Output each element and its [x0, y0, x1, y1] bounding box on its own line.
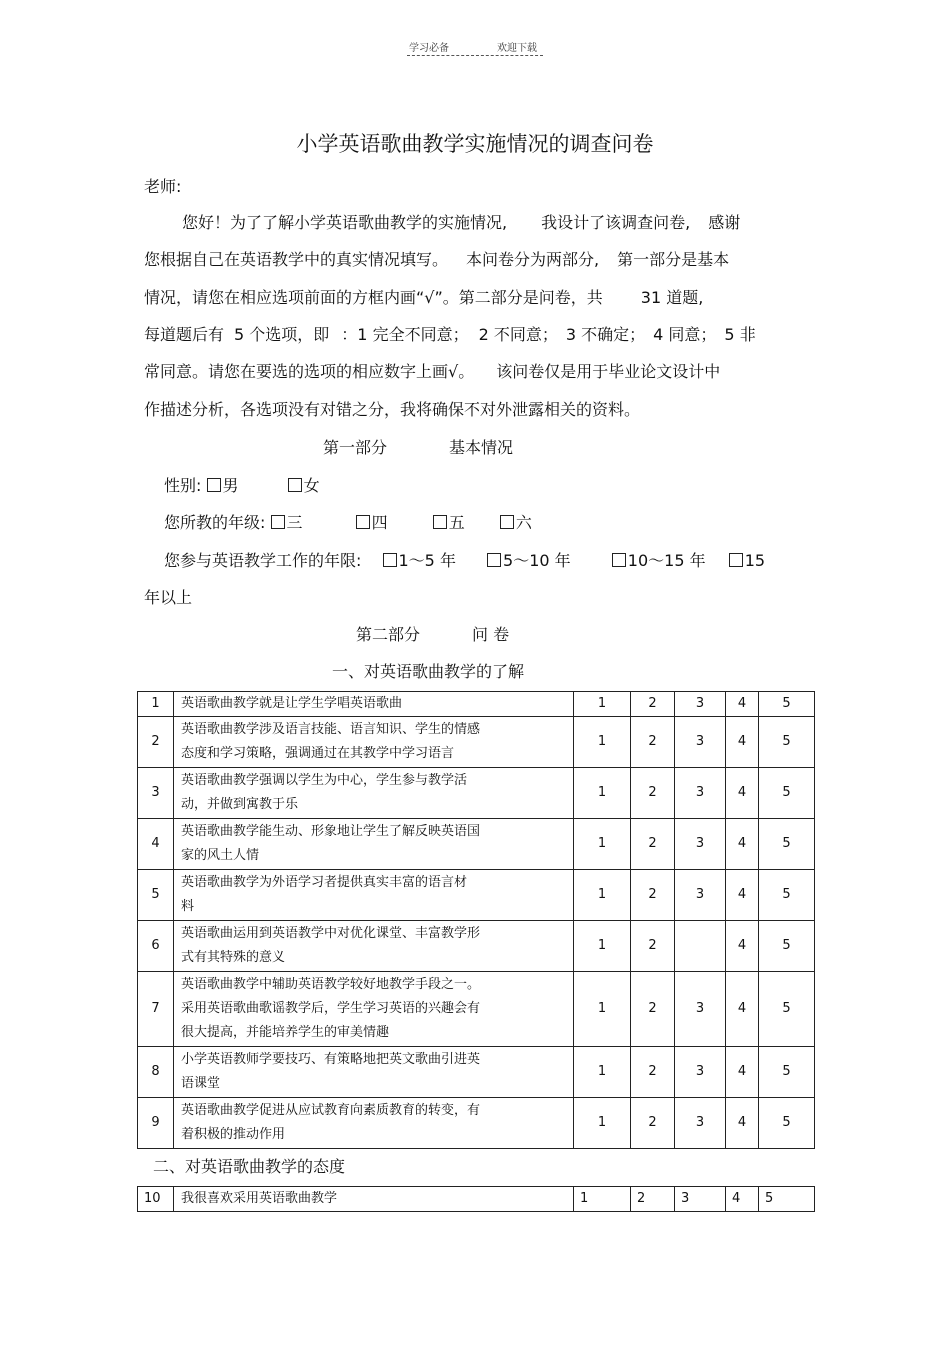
question-text-line: 动，并做到寓教于乐: [181, 797, 299, 812]
option-cell[interactable]: 1: [574, 1187, 631, 1212]
question-text: [174, 768, 574, 819]
question-text-line: 采用英语歌曲歌谣教学后，学生学习英语的兴趣会有: [181, 1001, 481, 1016]
option-cell[interactable]: 1: [574, 921, 631, 972]
checkbox-icon[interactable]: [612, 553, 626, 567]
question-text-line: 着积极的推动作用: [181, 1127, 286, 1142]
checkbox-icon[interactable]: [729, 553, 743, 567]
checkbox-icon[interactable]: [356, 515, 370, 529]
option-cell[interactable]: 2: [631, 1098, 675, 1149]
intro-line-2: 您根据自己在英语教学中的真实情况填写。 本问卷分为两部分, 第一部分是基本: [144, 250, 730, 269]
question-number: 9: [138, 1098, 174, 1149]
page-header: [405, 39, 545, 57]
option-cell[interactable]: 3: [675, 1098, 726, 1149]
question-number: 10: [138, 1187, 174, 1212]
table-row: [138, 1098, 815, 1149]
questionnaire-table-part1: [137, 691, 815, 1149]
option-cell[interactable]: 4: [726, 972, 759, 1047]
option-cell[interactable]: 1: [574, 972, 631, 1047]
years-option-2[interactable]: 5～10 年: [487, 551, 571, 570]
question-text-line: 式有其特殊的意义: [181, 950, 286, 965]
intro-line-3: 情况，请您在相应选项前面的方框内画“√”。第二部分是问卷，共 31 道题,: [144, 288, 704, 307]
option-cell[interactable]: 5: [759, 1187, 815, 1212]
question-text-line: 语课堂: [181, 1076, 221, 1091]
checkbox-icon[interactable]: [433, 515, 447, 529]
question-number: 2: [138, 717, 174, 768]
gender-female-option[interactable]: 女: [288, 476, 320, 495]
option-cell[interactable]: 3: [675, 972, 726, 1047]
option-cell[interactable]: 5: [759, 819, 815, 870]
option-cell[interactable]: 1: [574, 870, 631, 921]
checkbox-icon[interactable]: [500, 515, 514, 529]
intro-line-5: 常同意。请您在要选的选项的相应数字上画√。 该问卷仅是用于毕业论文设计中: [144, 362, 721, 381]
option-cell[interactable]: 5: [759, 717, 815, 768]
question-number: 3: [138, 768, 174, 819]
question-text: [174, 972, 574, 1047]
section-1-heading: 一、对英语歌曲教学的了解: [332, 662, 525, 681]
option-cell[interactable]: 2: [631, 819, 675, 870]
option-cell[interactable]: 3: [675, 692, 726, 717]
question-text-line: 英语歌曲运用到英语教学中对优化课堂、丰富教学形: [181, 926, 481, 941]
option-cell[interactable]: 1: [574, 1047, 631, 1098]
option-cell[interactable]: 3: [675, 870, 726, 921]
option-cell[interactable]: 1: [574, 768, 631, 819]
option-cell[interactable]: [675, 921, 726, 972]
option-cell[interactable]: 2: [631, 921, 675, 972]
table-row: [138, 692, 815, 717]
table-row: [138, 921, 815, 972]
question-text: [174, 692, 574, 717]
option-cell[interactable]: 1: [574, 1098, 631, 1149]
option-cell[interactable]: 4: [726, 1098, 759, 1149]
option-cell[interactable]: 5: [759, 870, 815, 921]
question-text-line: 英语歌曲教学为外语学习者提供真实丰富的语言材: [181, 875, 468, 890]
section-2-heading: 二、对英语歌曲教学的态度: [153, 1157, 346, 1176]
option-cell[interactable]: 4: [726, 717, 759, 768]
questionnaire-table-part2: [137, 1186, 815, 1212]
table-row: [138, 717, 815, 768]
checkbox-icon[interactable]: [288, 478, 302, 492]
option-cell[interactable]: 5: [759, 921, 815, 972]
option-cell[interactable]: 4: [726, 819, 759, 870]
option-cell[interactable]: 3: [675, 717, 726, 768]
question-text: [174, 1098, 574, 1149]
option-cell[interactable]: 4: [726, 1047, 759, 1098]
table-row: [138, 1187, 815, 1212]
option-cell[interactable]: 2: [631, 692, 675, 717]
question-text-line: 英语歌曲教学能生动、形象地让学生了解反映英语国: [181, 824, 481, 839]
years-option-3[interactable]: 10～15 年: [612, 551, 706, 570]
checkbox-icon[interactable]: [383, 553, 397, 567]
question-text: [174, 717, 574, 768]
gender-row: [164, 476, 320, 496]
gender-label: 性别:: [164, 476, 202, 495]
grade-row: [164, 513, 532, 533]
option-cell[interactable]: 5: [759, 1098, 815, 1149]
grade-option-5[interactable]: 五: [433, 513, 465, 532]
years-label: 您参与英语教学工作的年限:: [164, 551, 362, 570]
question-text-line: 英语歌曲教学就是让学生学唱英语歌曲: [181, 696, 403, 711]
question-text-line: 态度和学习策略，强调通过在其教学中学习语言: [181, 746, 455, 761]
question-text-line: 料: [181, 899, 195, 914]
checkbox-icon[interactable]: [207, 478, 221, 492]
option-cell[interactable]: 5: [759, 768, 815, 819]
question-number: 5: [138, 870, 174, 921]
option-cell[interactable]: 1: [574, 819, 631, 870]
years-option-4[interactable]: 15: [729, 551, 765, 570]
option-cell[interactable]: 4: [726, 921, 759, 972]
question-number: 7: [138, 972, 174, 1047]
table-row: [138, 972, 815, 1047]
option-cell[interactable]: 2: [631, 717, 675, 768]
option-cell[interactable]: 2: [631, 870, 675, 921]
part1-heading: 第一部分 基本情况: [323, 438, 514, 457]
table-row: [138, 819, 815, 870]
question-number: 6: [138, 921, 174, 972]
question-number: 8: [138, 1047, 174, 1098]
part2-heading: 第二部分 问 卷: [356, 625, 510, 644]
option-cell[interactable]: 5: [759, 1047, 815, 1098]
header-divider: [407, 55, 543, 56]
question-text-line: 英语歌曲教学中辅助英语教学较好地教学手段之一。: [181, 977, 481, 992]
table-row: [138, 1047, 815, 1098]
grade-option-6[interactable]: 六: [500, 513, 532, 532]
option-cell[interactable]: 4: [726, 1187, 759, 1212]
table-row: [138, 870, 815, 921]
option-cell[interactable]: 4: [726, 692, 759, 717]
question-text: [174, 921, 574, 972]
question-text-line: 英语歌曲教学促进从应试教育向素质教育的转变，有: [181, 1103, 481, 1118]
grade-option-4[interactable]: 四: [356, 513, 388, 532]
header-right: 欢迎下载: [497, 43, 537, 54]
question-text: [174, 819, 574, 870]
header-left: 学习必备: [409, 43, 449, 54]
option-cell[interactable]: 2: [631, 1047, 675, 1098]
question-text-line: 家的风土人情: [181, 848, 260, 863]
table-row: [138, 768, 815, 819]
question-text: 我很喜欢采用英语歌曲教学: [174, 1187, 574, 1212]
question-text-line: 很大提高，并能培养学生的审美情趣: [181, 1025, 390, 1040]
question-text-line: 英语歌曲教学强调以学生为中心，学生参与教学活: [181, 773, 468, 788]
option-cell[interactable]: 1: [574, 717, 631, 768]
years-continuation: 年以上: [144, 588, 193, 607]
option-cell[interactable]: 2: [631, 1187, 675, 1212]
years-row: [164, 551, 765, 571]
checkbox-icon[interactable]: [271, 515, 285, 529]
question-text: [174, 1047, 574, 1098]
grade-option-3[interactable]: 三: [271, 513, 303, 532]
option-cell[interactable]: 3: [675, 768, 726, 819]
grade-label: 您所教的年级:: [164, 513, 266, 532]
question-text-line: 小学英语教师学要技巧、有策略地把英文歌曲引进英: [181, 1052, 481, 1067]
question-text-line: 英语歌曲教学涉及语言技能、语言知识、学生的情感: [181, 722, 481, 737]
option-cell[interactable]: 3: [675, 1187, 726, 1212]
intro-line-4: 每道题后有 5 个选项，即 ：1 完全不同意； 2 不同意； 3 不确定； 4 同意； 5 非: [144, 325, 756, 344]
option-cell[interactable]: 2: [631, 768, 675, 819]
question-number: 1: [138, 692, 174, 717]
years-option-1[interactable]: 1～5 年: [383, 551, 456, 570]
gender-male-option[interactable]: 男: [207, 476, 239, 495]
question-number: 4: [138, 819, 174, 870]
intro-line-6: 作描述分析，各选项没有对错之分，我将确保不对外泄露相关的资料。: [144, 400, 641, 419]
option-cell[interactable]: 3: [675, 819, 726, 870]
option-cell[interactable]: 4: [726, 768, 759, 819]
greeting: 老师:: [144, 177, 182, 196]
option-cell[interactable]: 4: [726, 870, 759, 921]
question-text: [174, 870, 574, 921]
option-cell[interactable]: 5: [759, 972, 815, 1047]
page-title: 小学英语歌曲教学实施情况的调查问卷: [296, 132, 654, 156]
option-cell[interactable]: 3: [675, 1047, 726, 1098]
option-cell[interactable]: 2: [631, 972, 675, 1047]
option-cell[interactable]: 1: [574, 692, 631, 717]
intro-line-1: 您好！为了了解小学英语歌曲教学的实施情况, 我设计了该调查问卷, 感谢: [182, 213, 741, 232]
option-cell[interactable]: 5: [759, 692, 815, 717]
checkbox-icon[interactable]: [487, 553, 501, 567]
